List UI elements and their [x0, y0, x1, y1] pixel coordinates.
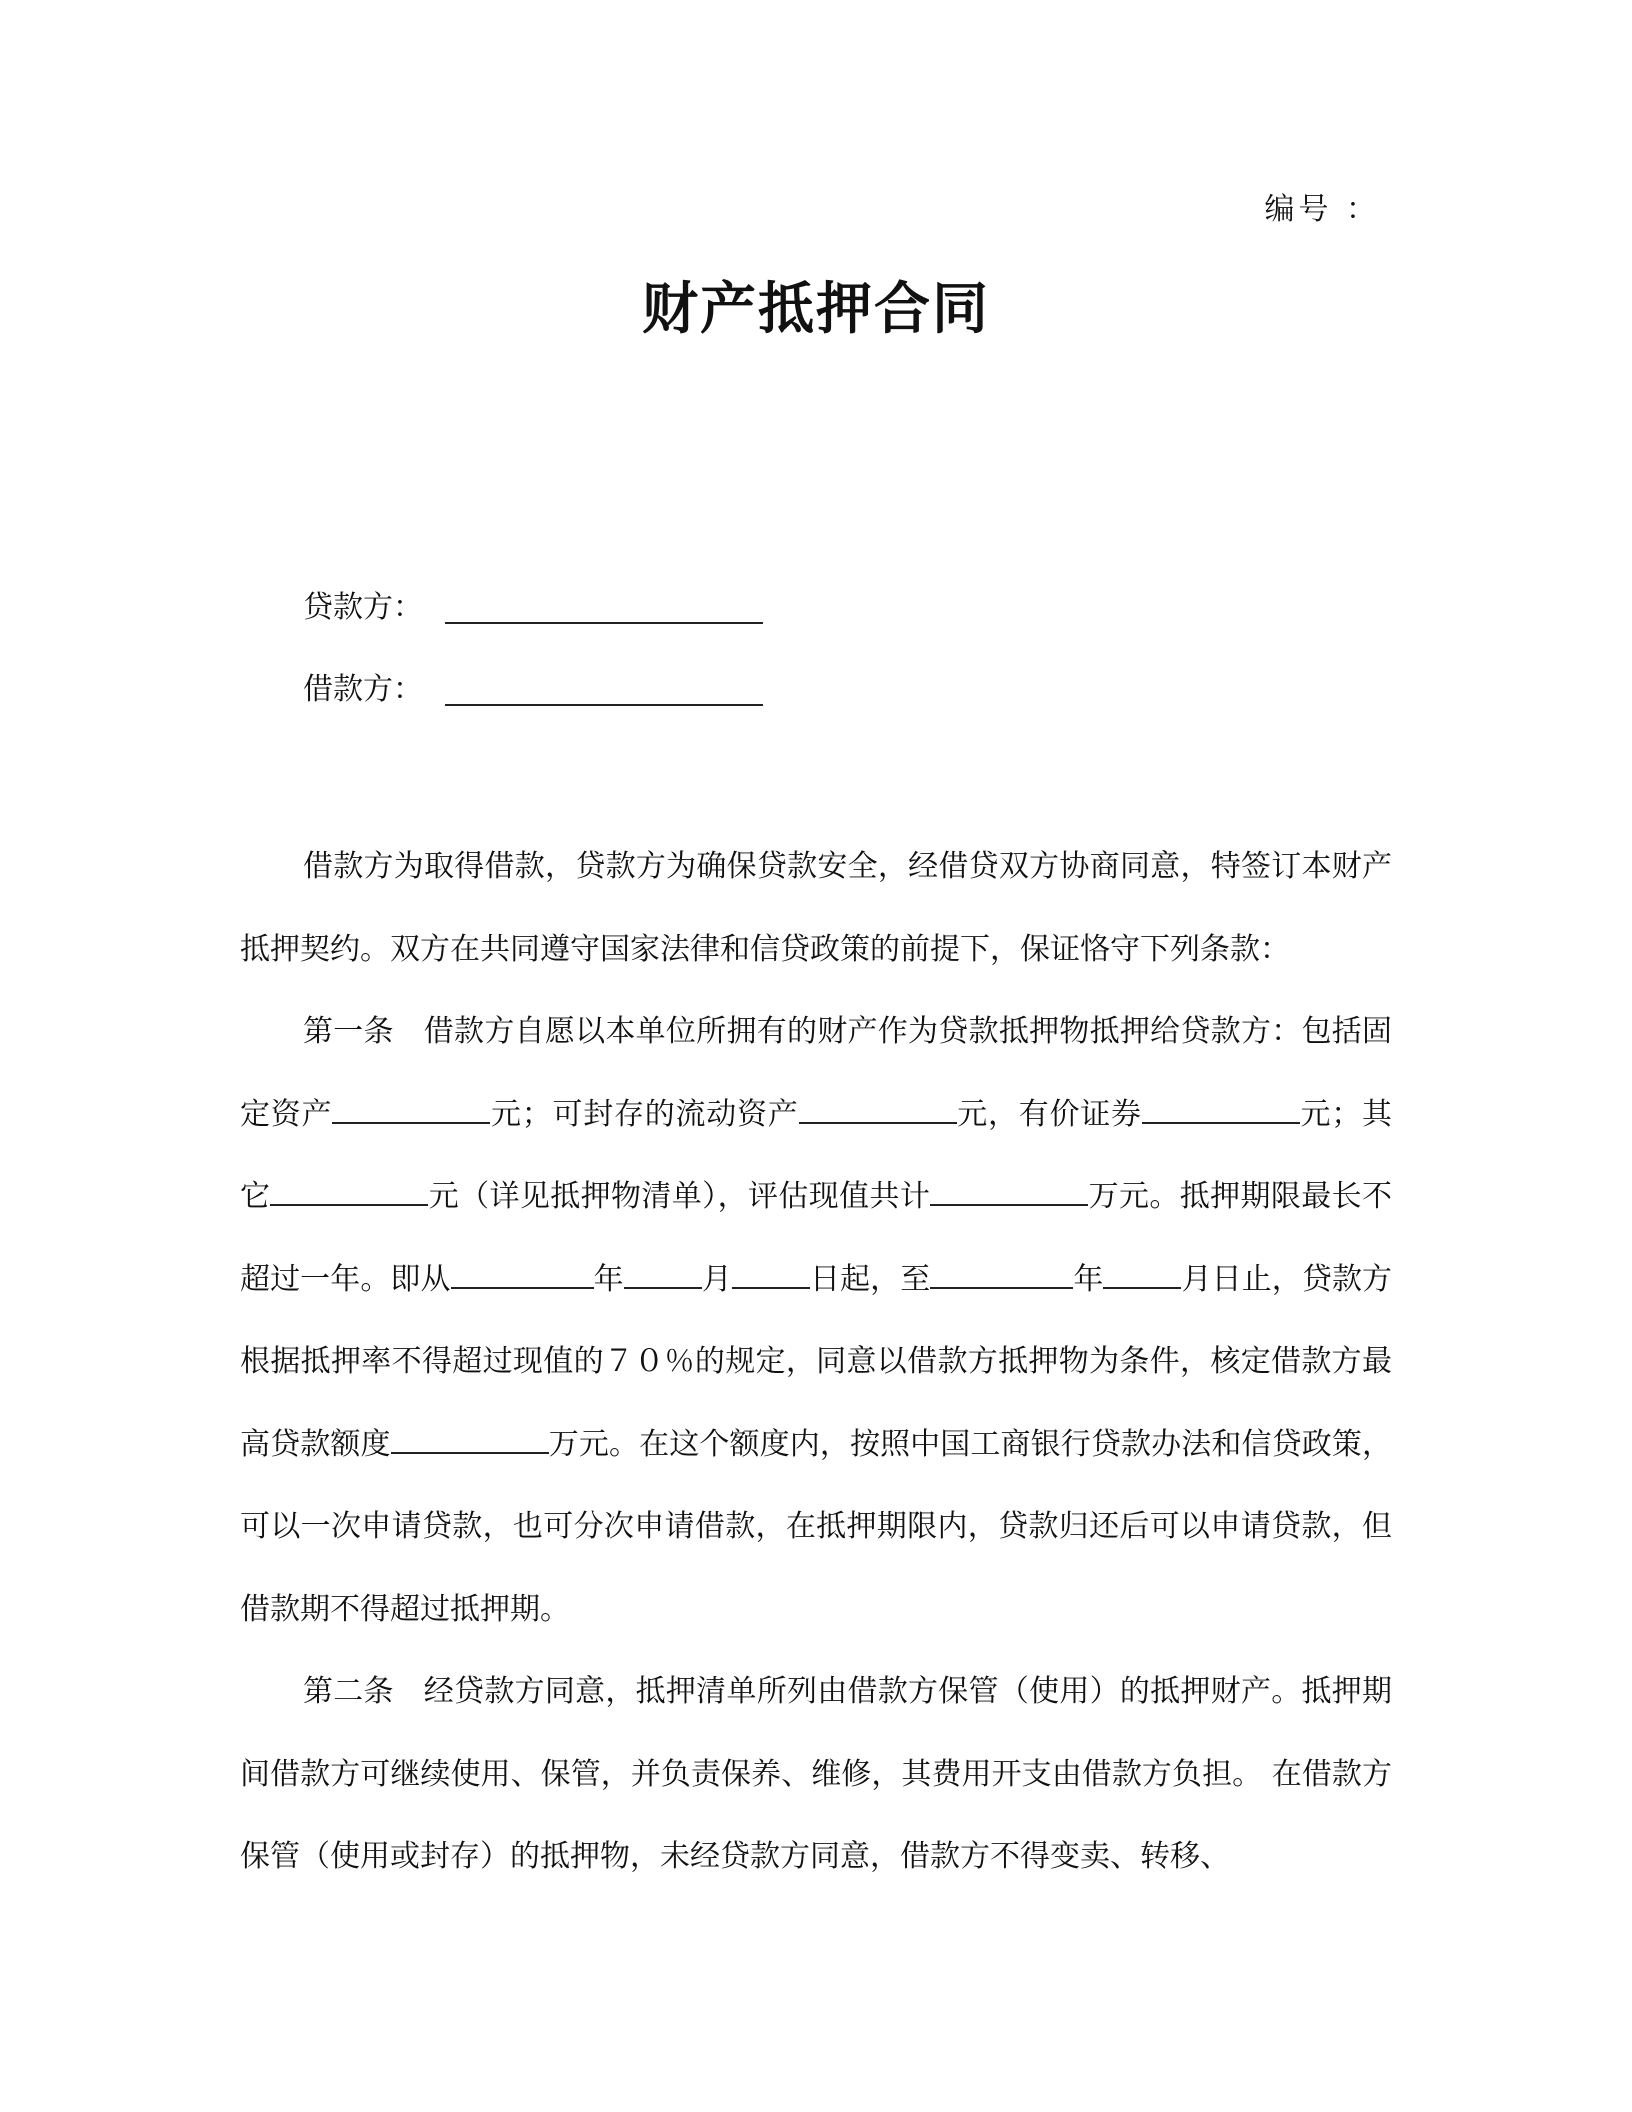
clause-2-paragraph: [240, 1651, 1392, 1899]
clause-1-text: 元；可封存的流动资产: [490, 1096, 799, 1132]
clause-1-text: 元；其它: [240, 1096, 1392, 1214]
fixed-assets-blank[interactable]: [332, 1122, 490, 1124]
start-month-blank[interactable]: [624, 1287, 702, 1289]
clause-1-text: 年: [593, 1261, 624, 1297]
start-day-blank[interactable]: [732, 1287, 810, 1289]
clause-1-paragraph: [240, 991, 1392, 1651]
max-loan-blank[interactable]: [391, 1452, 549, 1454]
clause-1-text: 万元。抵押期限最长不超过一年。即从: [240, 1179, 1393, 1297]
start-year-blank[interactable]: [451, 1287, 594, 1289]
lender-label: 贷款方：: [303, 590, 423, 625]
end-year-blank[interactable]: [930, 1287, 1073, 1289]
lender-blank[interactable]: [445, 622, 763, 624]
clause-1-text: 借款方自愿以本单位所拥有的财产作为贷款抵押物抵押给贷款方：包括固定资产: [240, 1014, 1393, 1132]
contract-number-label: 编号 ：: [1264, 192, 1380, 227]
current-assets-blank[interactable]: [799, 1122, 957, 1124]
document-title: 财产抵押合同: [642, 277, 990, 342]
clause-1-text: 万元。在这个额度内，按照中国工商银行贷款办法和信贷政策，可以一次申请贷款，也可分次申请借款，在抵押期限内，贷款归还后可以申请贷款，但借款期不得超过抵押期。: [240, 1426, 1393, 1627]
clause-2-heading: 第二条: [303, 1674, 394, 1709]
borrower-blank[interactable]: [445, 704, 763, 706]
borrower-field: [303, 668, 763, 712]
clause-1-text: 元，有价证券: [956, 1096, 1142, 1132]
end-month-blank[interactable]: [1103, 1287, 1181, 1289]
clause-1-text: 月: [701, 1261, 732, 1297]
preamble-paragraph: 借款方为取得借款，贷款方为确保贷款安全，经借贷双方协商同意，特签订本财产抵押契约。双方在共同遵守国家法律和信贷政策的前提下，保证恪守下列条款：: [240, 849, 1392, 967]
contract-body: [240, 826, 1392, 1899]
clause-1-heading: 第一条: [303, 1014, 394, 1049]
total-value-blank[interactable]: [930, 1204, 1088, 1206]
clause-1-text: 年: [1073, 1261, 1104, 1297]
other-assets-blank[interactable]: [270, 1204, 428, 1206]
lender-field: [303, 586, 763, 630]
clause-1-text: 月日止，贷款方根据抵押率不得超过现值的７０％的规定，同意以借款方抵押物为条件，核定借款方最高贷款额度: [240, 1261, 1393, 1462]
clause-2-text: 经贷款方同意，抵押清单所列由借款方保管（使用）的抵押财产。抵押期间借款方可继续使用、保管，并负责保养、维修，其费用开支由借款方负担。 在借款方保管（使用或封存）的抵押物，未经贷款方同意，借款方不得变卖、转移、: [240, 1674, 1393, 1874]
clause-1-text: 元（详见抵押物清单），评估现值共计: [428, 1179, 931, 1214]
clause-1-text: 日起，至: [809, 1261, 931, 1297]
borrower-label: 借款方：: [303, 672, 423, 707]
securities-blank[interactable]: [1142, 1122, 1300, 1124]
